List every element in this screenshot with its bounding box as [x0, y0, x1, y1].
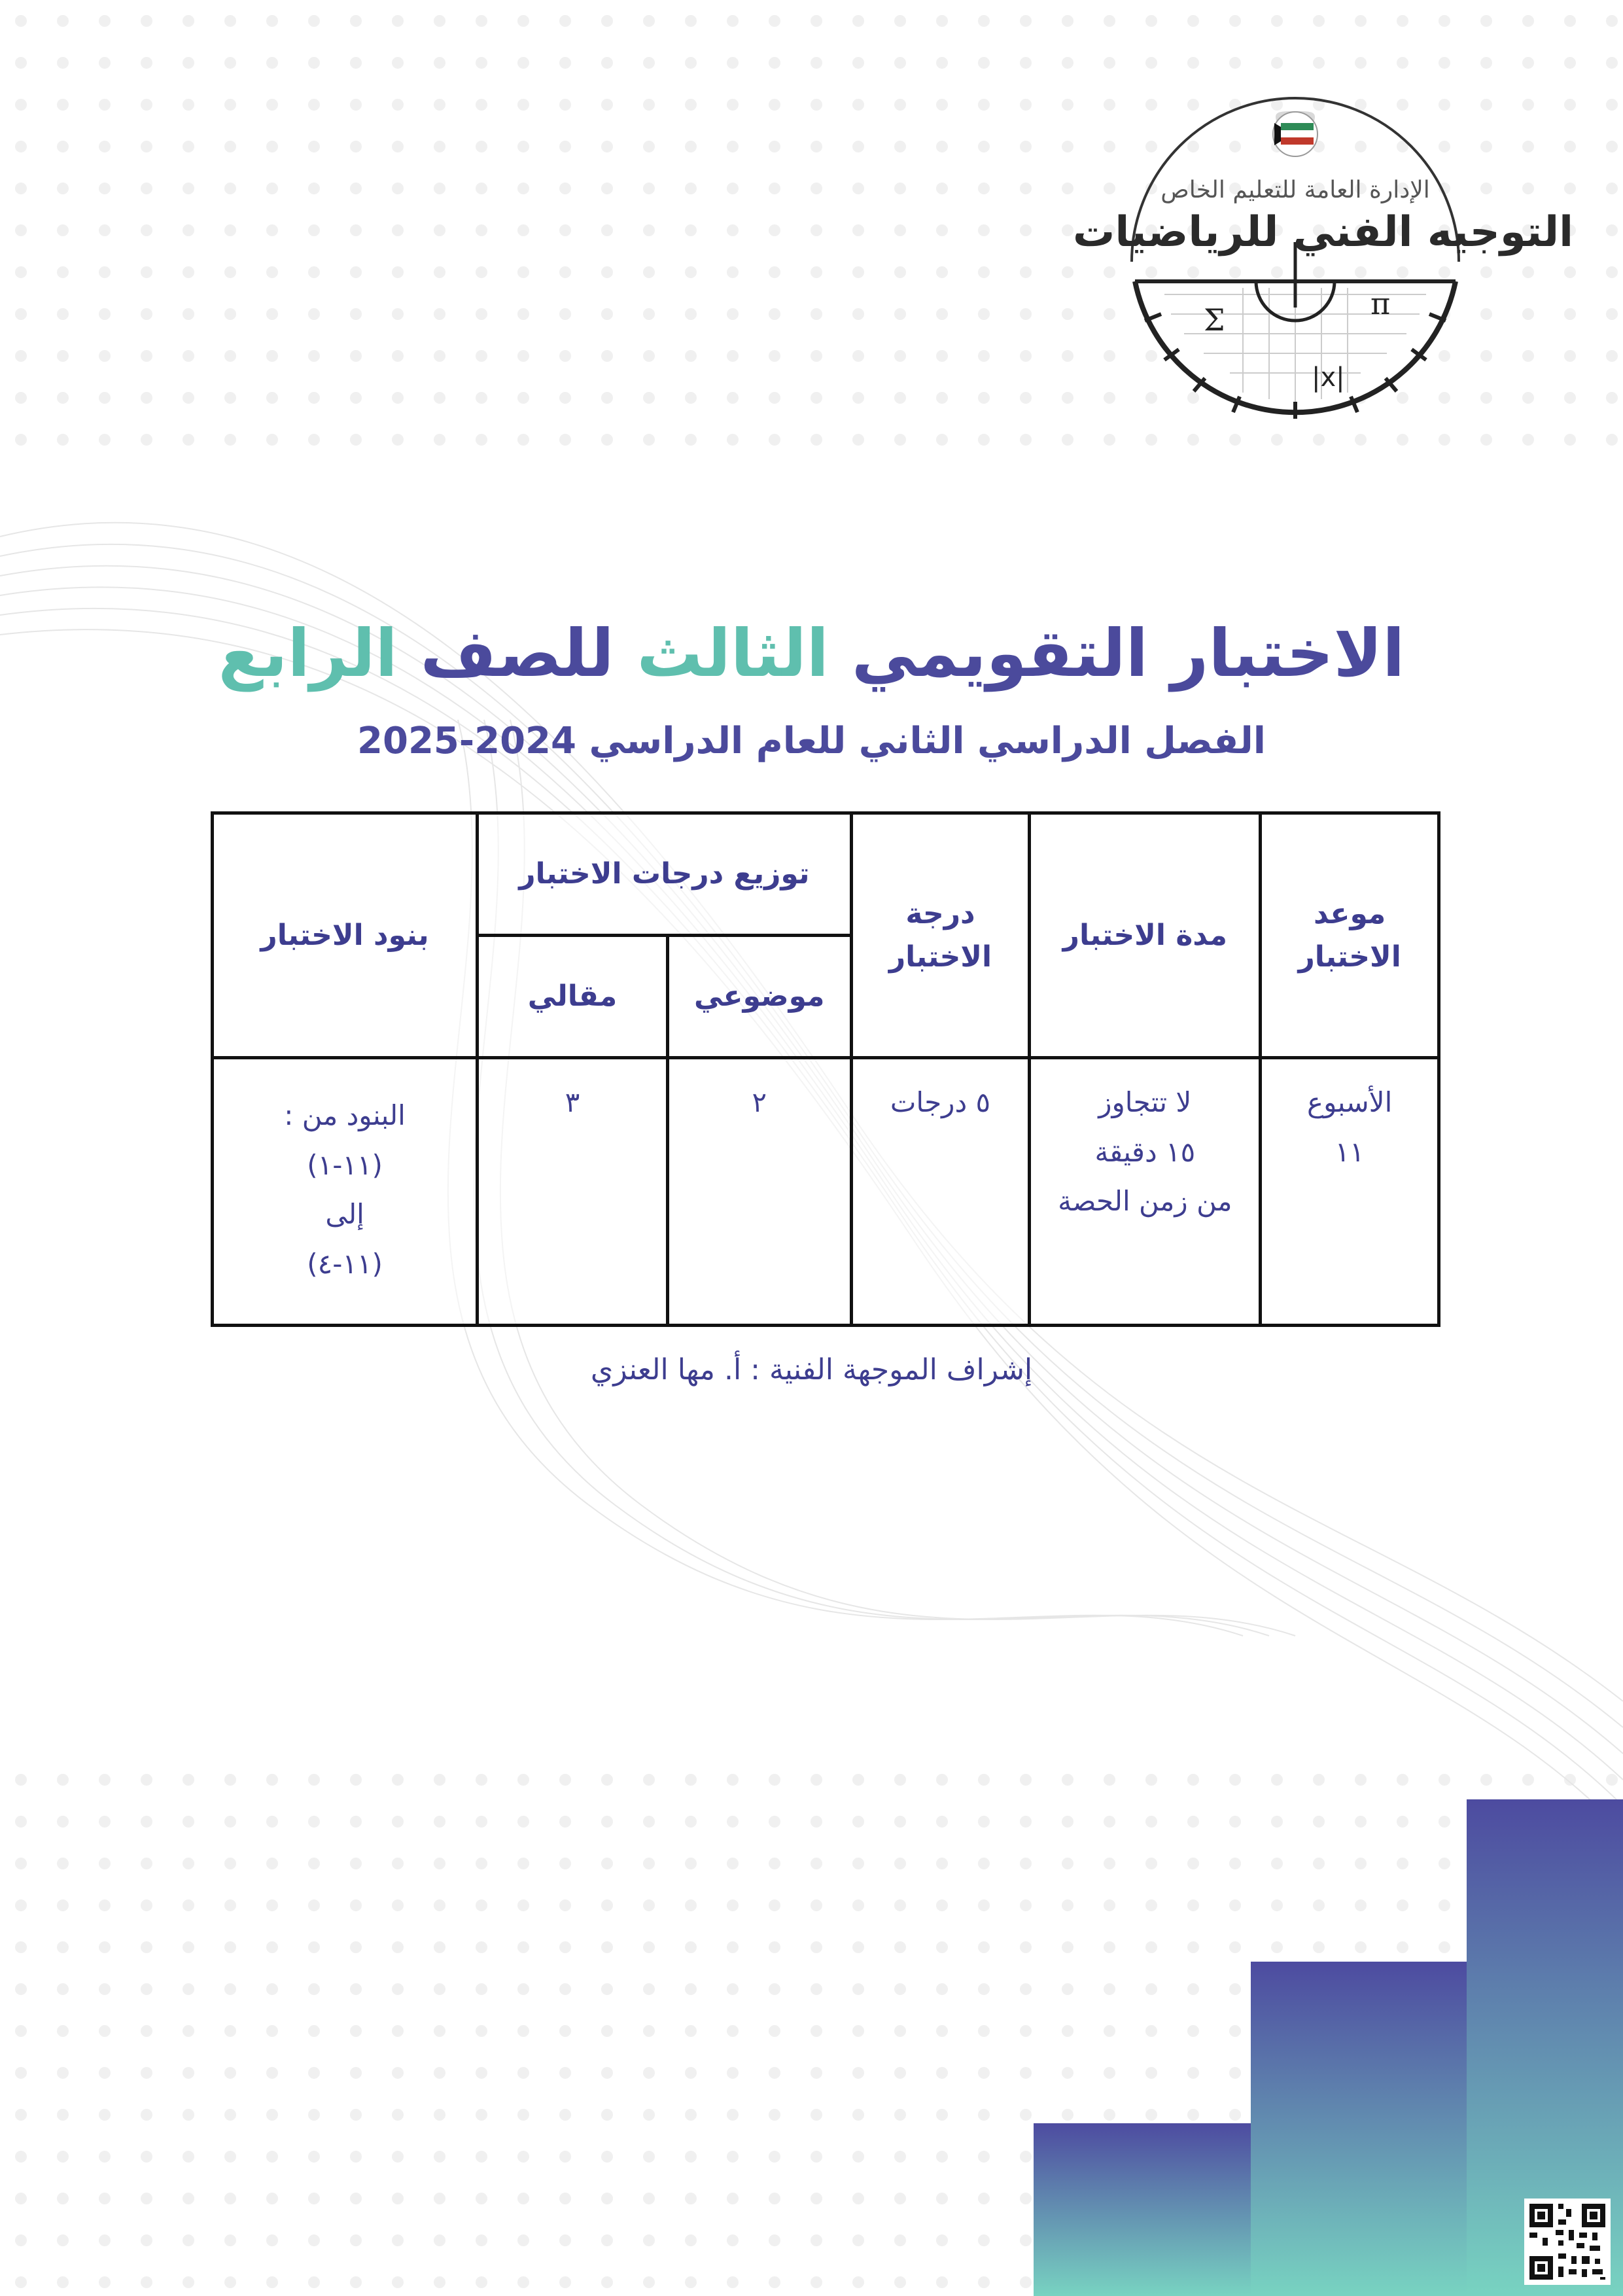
svg-text:Σ: Σ [1204, 302, 1225, 338]
cell-items-line3: إلى [325, 1198, 364, 1231]
supervisor-credit: إشراف الموجهة الفنية : أ. مها العنزي [590, 1353, 1033, 1386]
header-distribution: توزيع درجات الاختبار [478, 813, 852, 936]
svg-text:|x|: |x| [1312, 362, 1345, 393]
cell-objective: ٢ [667, 1058, 851, 1326]
cell-duration [1030, 1058, 1261, 1326]
title-part-fourth: الرابع [218, 615, 398, 692]
cell-items-line4: (١١-٤) [307, 1247, 383, 1280]
cell-items-line2: (١١-١) [307, 1148, 383, 1181]
cell-date-line1: الأسبوع [1307, 1086, 1393, 1118]
cell-items-line1: البنود من : [284, 1099, 406, 1131]
title-part-third: الثالث [637, 615, 829, 692]
math-department-logo [1073, 85, 1574, 451]
header-date: موعد الاختبار [1261, 813, 1439, 1058]
cell-date [1261, 1058, 1439, 1326]
cell-date-line2: ١١ [1335, 1135, 1365, 1168]
cell-score: ٥ درجات [851, 1058, 1030, 1326]
cell-items [213, 1058, 478, 1326]
title-part-exam: الاختبار التقويمي [851, 615, 1405, 692]
header-duration: مدة الاختبار [1030, 813, 1261, 1058]
title-part-grade: للصف [420, 615, 614, 692]
header-essay: مقالي [478, 936, 668, 1058]
header-items: بنود الاختبار [213, 813, 478, 1058]
cell-duration-line1: لا تتجاوز [1098, 1086, 1192, 1118]
page-subtitle: الفصل الدراسي الثاني للعام الدراسي 2024-2025 [357, 720, 1266, 762]
exam-table [211, 811, 1440, 1327]
header-score: درجة الاختبار [851, 813, 1030, 1058]
svg-text:π: π [1370, 286, 1391, 321]
cell-essay: ٣ [478, 1058, 668, 1326]
page-title [0, 615, 1623, 692]
cell-duration-line3: من زمن الحصة [1058, 1185, 1232, 1218]
header-objective: موضوعي [667, 936, 851, 1058]
table-row [213, 1058, 1439, 1326]
table-header-row [213, 813, 1439, 936]
logo-subtitle: الإدارة العامة للتعليم الخاص [1161, 177, 1430, 203]
cell-duration-line2: ١٥ دقيقة [1094, 1135, 1196, 1168]
qr-code-icon [1524, 2199, 1611, 2285]
logo-title: التوجيه الفني للرياضيات [1073, 208, 1574, 256]
